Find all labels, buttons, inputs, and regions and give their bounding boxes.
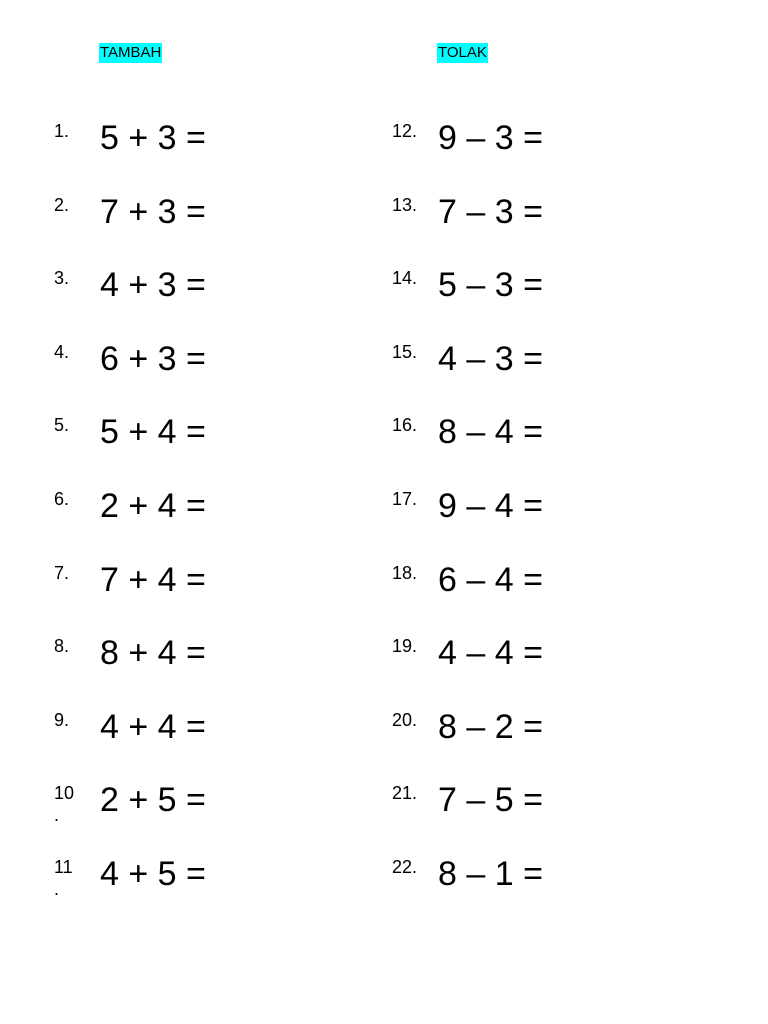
problem-expression: 9 – 3 =: [438, 119, 543, 157]
problem-number: 2.: [54, 194, 70, 215]
problem-expression: 4 + 4 =: [100, 707, 206, 746]
problem-number: 20.: [392, 709, 418, 730]
problem-expression: 9 – 4 =: [438, 486, 543, 525]
problem-number: 11 .: [54, 856, 73, 899]
problem-item: [392, 259, 632, 333]
problem-expression: 7 – 3 =: [438, 192, 543, 231]
problem-item: [392, 480, 632, 554]
heading-tambah: TAMBAH: [100, 44, 162, 61]
problem-number: 9.: [54, 709, 70, 730]
problem-expression: 8 – 2 =: [438, 707, 543, 746]
problem-item: [54, 333, 294, 407]
problem-item: [392, 627, 632, 701]
problem-expression: 6 – 4 =: [438, 560, 543, 599]
problem-number: 10 .: [54, 783, 75, 826]
problem-item: [392, 554, 632, 628]
problem-expression: 2 + 5 =: [100, 781, 206, 820]
problem-number: 1.: [54, 121, 70, 141]
problem-expression: 4 – 4 =: [438, 634, 543, 673]
problem-number: 6.: [54, 488, 70, 509]
problem-item: [392, 333, 632, 407]
problem-number: 4.: [54, 341, 70, 362]
problem-item: [54, 774, 294, 848]
problem-item: [392, 701, 632, 775]
problem-expression: 7 + 4 =: [100, 560, 206, 599]
problem-expression: 5 – 3 =: [438, 266, 543, 305]
problem-item: [392, 186, 632, 260]
problem-item: [392, 112, 632, 186]
problem-expression: 7 – 5 =: [438, 781, 543, 820]
problem-expression: 8 + 4 =: [100, 634, 206, 673]
problem-expression: 2 + 4 =: [100, 486, 206, 525]
problem-item: [54, 480, 294, 554]
problem-expression: 4 + 3 =: [100, 266, 206, 305]
problem-number: 8.: [54, 636, 70, 657]
problem-number: 17.: [392, 488, 418, 509]
problem-number: 12.: [392, 121, 418, 141]
problem-number: 19.: [392, 636, 418, 657]
subtraction-column: [392, 112, 632, 922]
problem-item: [392, 848, 632, 922]
problem-expression: 8 – 4 =: [438, 413, 543, 452]
problem-item: [54, 554, 294, 628]
problem-item: [392, 774, 632, 848]
problem-number: 15.: [392, 341, 418, 362]
problem-expression: 5 + 3 =: [100, 119, 206, 157]
addition-column: [54, 112, 294, 922]
problem-number: 5.: [54, 415, 70, 436]
problem-item: [54, 186, 294, 260]
problem-expression: 4 – 3 =: [438, 339, 543, 378]
problem-number: 14.: [392, 268, 418, 289]
problem-number: 22.: [392, 856, 418, 877]
problem-item: [54, 112, 294, 186]
problem-expression: 4 + 5 =: [100, 854, 206, 893]
problem-expression: 5 + 4 =: [100, 413, 206, 452]
heading-tolak: TOLAK: [438, 44, 487, 61]
problem-expression: 8 – 1 =: [438, 854, 543, 893]
problem-number: 21.: [392, 783, 418, 804]
problem-number: 3.: [54, 268, 70, 289]
problem-expression: 6 + 3 =: [100, 339, 206, 378]
problem-number: 18.: [392, 562, 418, 583]
problem-expression: 7 + 3 =: [100, 192, 206, 231]
problem-number: 7.: [54, 562, 70, 583]
problem-item: [54, 259, 294, 333]
problem-item: [54, 701, 294, 775]
problem-item: [54, 848, 294, 922]
problem-item: [54, 627, 294, 701]
problem-number: 16.: [392, 415, 418, 436]
problem-item: [392, 406, 632, 480]
problem-number: 13.: [392, 194, 418, 215]
problem-item: [54, 406, 294, 480]
